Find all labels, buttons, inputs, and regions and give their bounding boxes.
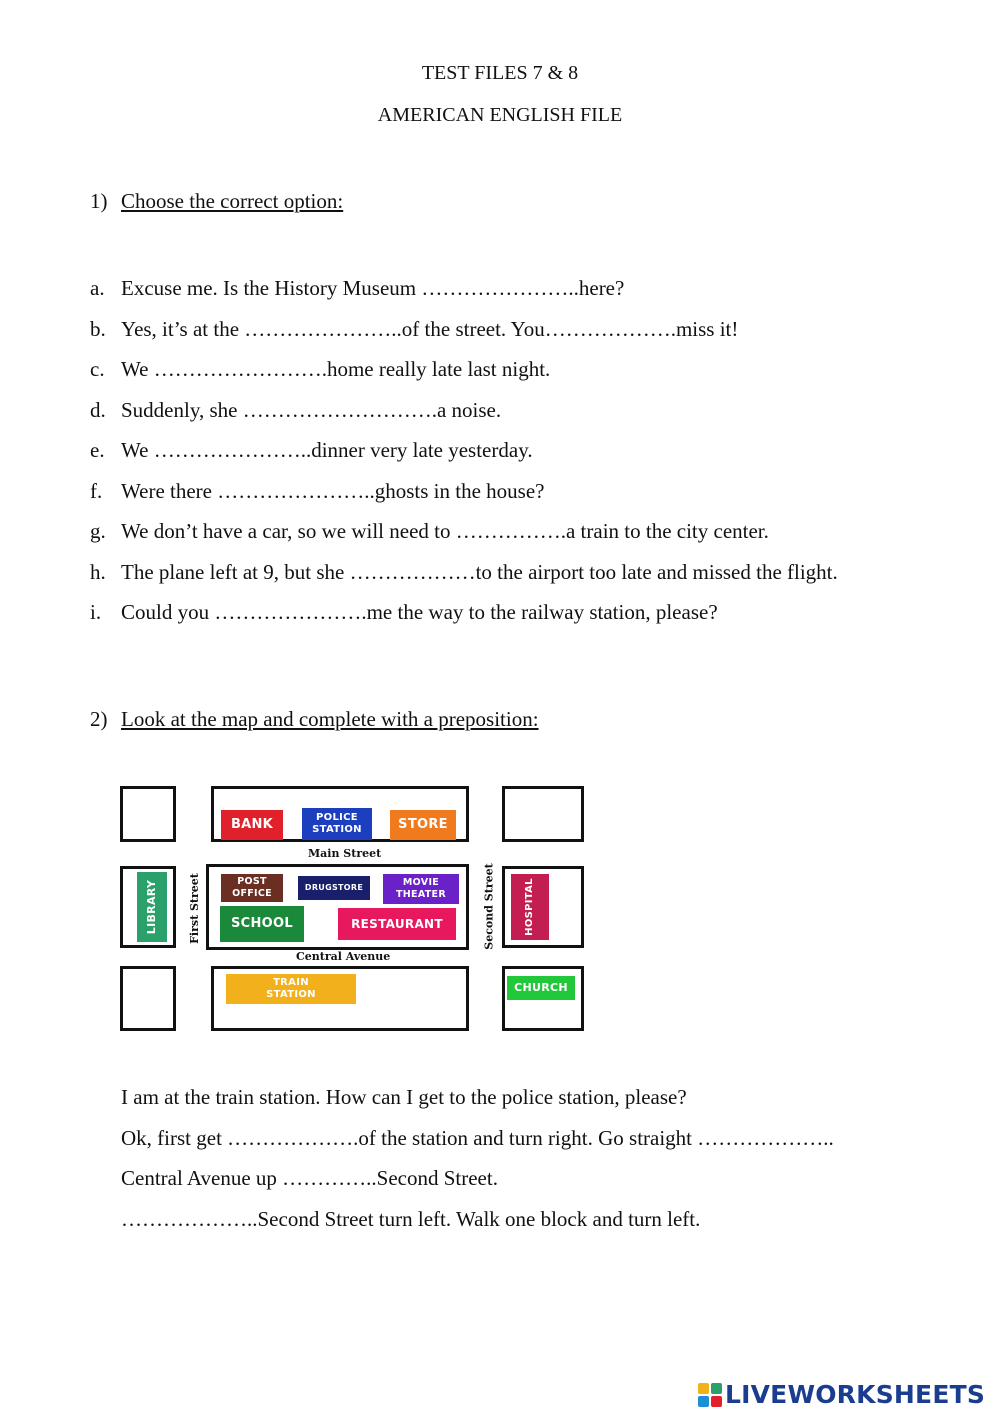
item-text: We don’t have a car, so we will need to …………….a train to the city center. <box>121 519 769 543</box>
exercise-item <box>90 478 838 519</box>
dialogue-line: ………………..Second Street turn left. Walk one block and turn left. <box>121 1206 701 1231</box>
police-label-1: POLICE <box>316 812 358 823</box>
street-label-main: Main Street <box>308 847 382 860</box>
section-number: 2) <box>90 707 108 731</box>
exercise-item <box>90 397 838 438</box>
item-letter: i. <box>90 600 102 624</box>
item-letter: h. <box>90 559 106 584</box>
town-map <box>120 786 584 1031</box>
exercise-item <box>90 437 838 478</box>
item-letter: f. <box>90 478 103 503</box>
item-letter: e. <box>90 438 105 462</box>
liveworksheets-logo[interactable] <box>698 1380 985 1409</box>
item-letter: a. <box>90 276 105 300</box>
logo-squares-icon <box>698 1383 722 1407</box>
item-text: We …………………..dinner very late yesterday. <box>121 438 533 462</box>
building-bank <box>221 810 283 840</box>
logo-text: LIVEWORKSHEETS <box>725 1380 986 1409</box>
section-heading-text: Look at the map and complete with a preposition: <box>121 707 539 731</box>
building-restaurant <box>338 908 456 940</box>
building-hospital <box>511 874 549 940</box>
item-text: Yes, it’s at the …………………..of the street. You……………….miss it! <box>121 316 739 341</box>
train-label-2: STATION <box>266 989 316 1000</box>
dialogue-line: Central Avenue up …………..Second Street. <box>121 1166 498 1190</box>
building-train-station <box>226 974 356 1004</box>
section-2-heading <box>90 707 539 732</box>
exercise-item <box>90 275 838 316</box>
building-post-office <box>221 874 283 902</box>
street-label-second: Second Street <box>482 863 496 950</box>
post-label-1: POST <box>237 876 267 887</box>
item-text: Suddenly, she ……………………….a noise. <box>121 397 502 422</box>
drugstore-label: DRUGSTORE <box>304 883 364 892</box>
dialogue-line: Ok, first get ……………….of the station and turn right. Go straight ……………….. <box>121 1125 834 1150</box>
item-text: The plane left at 9, but she ………………to the airport too late and missed the flight. <box>121 559 838 584</box>
block-top-right <box>502 786 584 842</box>
building-police-station <box>302 808 372 840</box>
item-text: Could you ………………….me the way to the railway station, please? <box>121 600 718 624</box>
building-movie-theater <box>383 874 459 904</box>
building-school <box>220 906 304 942</box>
item-letter: b. <box>90 316 106 341</box>
building-church <box>507 976 575 1000</box>
library-label: LIBRARY <box>145 879 158 935</box>
dialogue-line: I am at the train station. How can I get to the police station, please? <box>121 1085 687 1109</box>
restaurant-label: RESTAURANT <box>351 917 443 931</box>
map-dialogue <box>121 1084 834 1246</box>
exercise-item <box>90 356 838 397</box>
exercise-item <box>90 599 838 640</box>
item-letter: c. <box>90 357 105 381</box>
item-letter: d. <box>90 397 106 422</box>
train-label-1: TRAIN <box>273 977 309 988</box>
exercise-list <box>90 275 838 640</box>
hospital-label: HOSPITAL <box>524 878 535 936</box>
exercise-item <box>90 518 838 559</box>
item-text: We …………………….home really late last night. <box>121 357 551 381</box>
section-number: 1) <box>90 189 108 213</box>
street-label-first: First Street <box>187 873 201 944</box>
item-text: Were there …………………..ghosts in the house? <box>121 478 545 503</box>
exercise-item <box>90 559 838 600</box>
post-label-2: OFFICE <box>232 888 272 899</box>
building-store <box>390 810 456 840</box>
title-line-1: TEST FILES 7 & 8 <box>421 62 579 84</box>
block-bottom-left <box>120 966 176 1031</box>
movie-label-2: THEATER <box>396 889 446 900</box>
section-1-heading <box>90 189 343 214</box>
movie-label-1: MOVIE <box>402 877 440 888</box>
exercise-item <box>90 316 838 357</box>
item-text: Excuse me. Is the History Museum …………………..here? <box>121 276 625 300</box>
title-line-2: AMERICAN ENGLISH FILE <box>377 104 623 126</box>
store-label: STORE <box>398 817 448 832</box>
building-library <box>137 872 167 942</box>
police-label-2: STATION <box>312 824 362 835</box>
church-label: CHURCH <box>514 981 568 994</box>
street-label-central: Central Avenue <box>296 950 391 963</box>
building-drugstore <box>298 876 370 900</box>
item-letter: g. <box>90 519 106 543</box>
school-label: SCHOOL <box>231 916 293 931</box>
bank-label: BANK <box>230 817 274 832</box>
block-top-left <box>120 786 176 842</box>
section-heading-text: Choose the correct option: <box>121 189 344 213</box>
